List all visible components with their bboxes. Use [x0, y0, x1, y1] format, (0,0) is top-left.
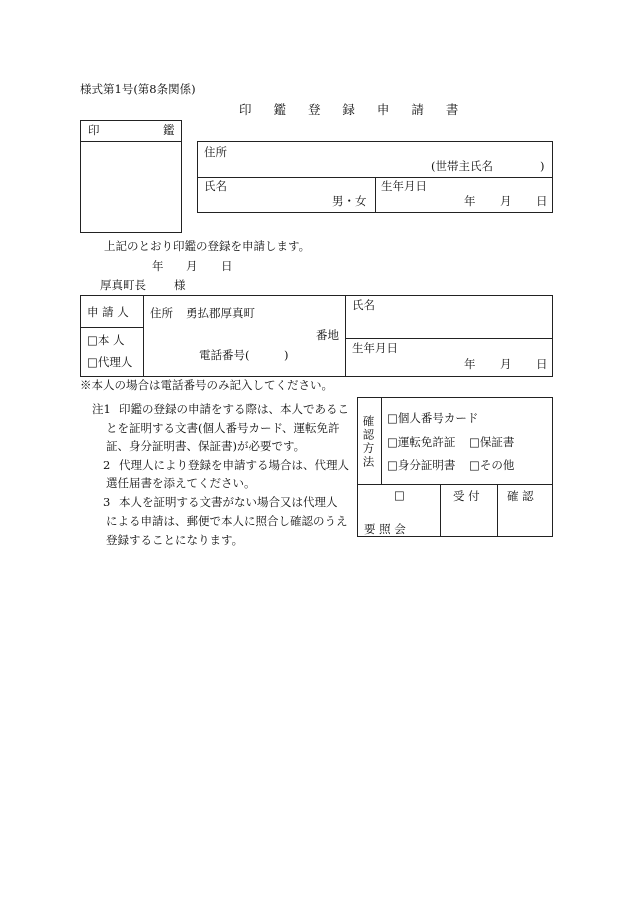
note-1-line-2: とを証明する文書(個人番号カード、運転免許	[106, 421, 340, 435]
note-3-line-2: による申請は、郵便で本人に照合し確認のうえ	[106, 514, 348, 528]
addressee-honorific: 様	[174, 278, 186, 292]
banchi-label: 番地	[316, 328, 339, 342]
table-address-value: 勇払郡厚真町	[186, 306, 255, 320]
household-head-label: (世帯主氏名	[431, 159, 493, 173]
table-birth-year: 年	[464, 357, 476, 371]
confirm-label: 確 認	[507, 489, 534, 503]
note-2-line-2: 選任届書を添えてください。	[106, 476, 256, 490]
note-1-number: 注1	[92, 402, 111, 416]
option-other: □その他	[469, 458, 515, 472]
reception-label: 受 付	[453, 489, 480, 503]
agent-checkbox: □代理人	[87, 355, 133, 369]
addressee-name: 厚真町長	[100, 278, 146, 292]
form-number: 様式第1号(第8条関係)	[80, 82, 196, 96]
form-title: 印 鑑 登 録 申 請 書	[239, 102, 468, 117]
note-2-line-1: 代理人により登録を申請する場合は、代理人	[119, 458, 349, 472]
household-head-close: )	[540, 159, 545, 173]
table-birth-month: 月	[500, 357, 512, 371]
inquiry-label: 要 照 会	[364, 522, 406, 536]
birth-month: 月	[500, 194, 512, 208]
note-3-line-1: 本人を証明する文書がない場合又は代理人	[119, 495, 338, 509]
date-day: 日	[221, 259, 233, 273]
birth-label: 生年月日	[381, 179, 427, 193]
phone-close: )	[284, 348, 289, 362]
self-checkbox: □本 人	[87, 333, 125, 347]
table-name-label: 氏名	[352, 298, 375, 312]
name-label: 氏名	[204, 179, 227, 193]
option-id-card: □身分証明書	[387, 458, 456, 472]
seal-label-left: 印	[88, 123, 100, 137]
table-address-label: 住所	[150, 306, 173, 320]
confirm-method-label: 確認方法	[361, 415, 376, 469]
gender-option: 男・女	[332, 194, 367, 208]
note-3-line-3: 登録することになります。	[106, 533, 244, 547]
phone-label: 電話番号(	[199, 348, 250, 362]
birth-day: 日	[536, 194, 548, 208]
table-birth-day: 日	[536, 357, 548, 371]
note-2-number: 2	[103, 458, 111, 472]
note-1-line-1: 印鑑の登録の申請をする際は、本人であるこ	[119, 402, 349, 416]
inquiry-checkbox: □	[394, 488, 405, 502]
address-label: 住所	[204, 145, 227, 159]
option-guarantee: □保証書	[469, 435, 515, 449]
date-year: 年	[152, 259, 164, 273]
applicant-header: 申 請 人	[87, 305, 129, 319]
note-3-number: 3	[103, 495, 111, 509]
birth-year: 年	[464, 194, 476, 208]
table-birth-label: 生年月日	[352, 341, 398, 355]
date-month: 月	[186, 259, 198, 273]
application-statement: 上記のとおり印鑑の登録を申請します。	[104, 239, 311, 253]
note-1-line-3: 証、身分証明書、保証書)が必要です。	[106, 439, 306, 453]
option-drivers-license: □運転免許証	[387, 435, 456, 449]
option-mynumber-card: □個人番号カード	[387, 411, 479, 425]
seal-label-right: 鑑	[163, 123, 175, 137]
phone-note: ※本人の場合は電話番号のみ記入してください。	[80, 378, 333, 392]
